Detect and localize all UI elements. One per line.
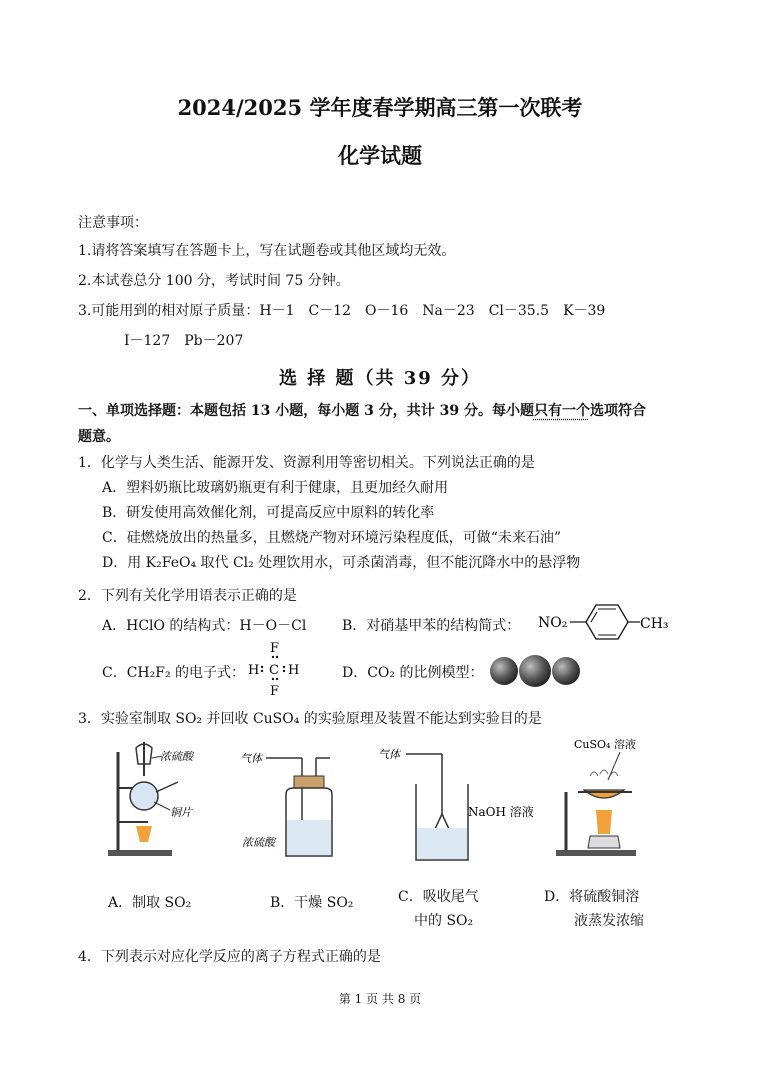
lewis-h-left: H (248, 663, 260, 678)
notice-item-3-cont: I－127 Pb－207 (124, 333, 244, 349)
label-conc-acid: 浓硫酸 (160, 750, 193, 763)
label-conc-acid-2: 浓硫酸 (242, 836, 275, 849)
lewis-h-right: H (288, 663, 300, 678)
q4-stem: 4．下列表示对应化学反应的离子方程式正确的是 (78, 949, 381, 965)
q3-option-d-line2: 液蒸发浓缩 (574, 913, 644, 929)
label-gas-1: 气体 (240, 752, 262, 765)
notice-heading: 注意事项： (78, 215, 148, 231)
q2-option-c: C．CH₂F₂ 的电子式： (102, 665, 246, 681)
apparatus-d-evaporator (556, 734, 666, 860)
lewis-f-bottom: F (270, 684, 280, 699)
q1-option-b: B．研发使用高效催化剂，可提高反应中原料的转化率 (102, 505, 435, 521)
q3-option-d-line1: D．将硫酸铜溶 (544, 889, 640, 905)
apparatus-c-absorber (376, 744, 536, 864)
nitrotoluene-structure (536, 603, 678, 643)
notice-item-1: 1.请将答案填写在答题卡上，写在试题卷或其他区域均无效。 (78, 243, 456, 259)
q2-stem: 2．下列有关化学用语表示正确的是 (78, 588, 297, 604)
label-copper: 铜片 (170, 806, 192, 819)
ch3-label: CH₃ (640, 616, 669, 632)
q3-option-c-line1: C．吸收尾气 (398, 889, 479, 905)
instruction-emphasis: 只有一个 (533, 403, 590, 419)
no2-label: NO₂ (538, 615, 568, 631)
q2-option-d: D．CO₂ 的比例模型： (342, 665, 484, 681)
q1-option-c: C．硅燃烧放出的热量多，且燃烧产物对环境污染程度低，可做“未来石油” (102, 530, 562, 546)
notice-item-2: 2.本试卷总分 100 分，考试时间 75 分钟。 (78, 273, 350, 289)
page-number: 第 1 页 共 8 页 (338, 992, 422, 1006)
q3-stem: 3．实验室制取 SO₂ 并回收 CuSO₄ 的实验原理及装置不能达到实验目的是 (78, 711, 542, 727)
q3-option-a: A．制取 SO₂ (108, 895, 192, 911)
q1-option-a: A．塑料奶瓶比玻璃奶瓶更有利于健康，且更加经久耐用 (102, 480, 449, 496)
label-gas-2: 气体 (378, 748, 400, 761)
exam-title: 2024/2025 学年度春学期高三第一次联考 (177, 95, 583, 120)
benzene-ring (586, 605, 628, 639)
lewis-f-top: F (270, 641, 280, 656)
q2-option-a: A．HClO 的结构式：H－O－Cl (102, 618, 307, 634)
apparatus-a-generator (100, 738, 230, 862)
ch2f2-lewis-structure (244, 640, 308, 700)
q1-option-d: D．用 K₂FeO₄ 取代 Cl₂ 处理饮用水，可杀菌消毒，但不能沉降水中的悬浮物 (102, 555, 581, 571)
apparatus-b-dryer (238, 748, 348, 860)
section-instruction-line2: 题意。 (78, 429, 120, 445)
notice-item-3: 3.可能用到的相对原子质量：H－1 C－12 O－16 Na－23 Cl－35.5 K－39 (78, 303, 606, 319)
instruction-part1: 一、单项选择题：本题包括 13 小题，每小题 3 分，共计 39 分。每小题 (78, 403, 534, 419)
co2-space-filling-model (488, 655, 584, 687)
section-title: 选 择 题（共 39 分） (278, 368, 482, 389)
instruction-part2: 选项符合 (589, 403, 646, 419)
label-naoh: NaOH 溶液 (468, 805, 534, 819)
q3-option-b: B．干燥 SO₂ (270, 895, 354, 911)
section-instruction (78, 400, 646, 420)
q1-stem: 1．化学与人类生活、能源开发、资源利用等密切相关。下列说法正确的是 (78, 455, 535, 471)
q3-option-c-line2: 中的 SO₂ (414, 913, 474, 929)
lewis-c: C (269, 663, 279, 678)
label-cuso4: CuSO₄ 溶液 (574, 738, 636, 751)
q2-option-b: B．对硝基甲苯的结构简式： (342, 618, 521, 634)
exam-subtitle: 化学试题 (338, 143, 422, 168)
